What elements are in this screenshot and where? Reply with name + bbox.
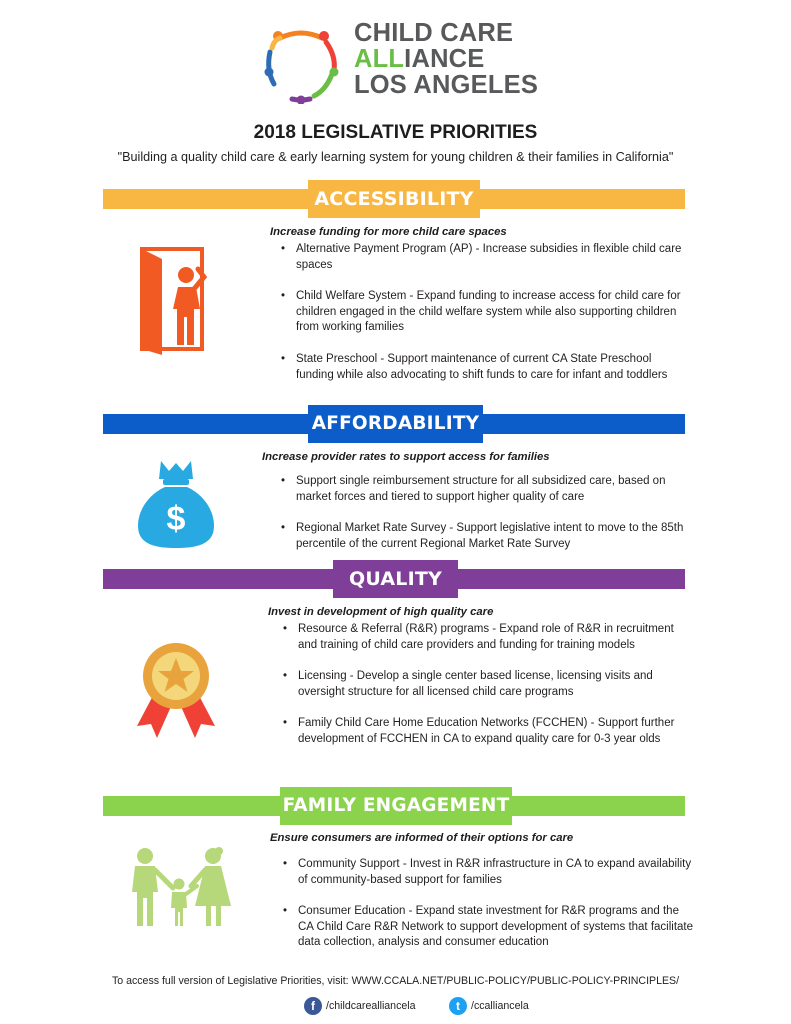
twitter-handle: /ccalliancela xyxy=(471,1000,529,1012)
family-engagement-subhead: Ensure consumers are informed of their options for care xyxy=(270,832,574,844)
list-item: • Support single reimbursement structure for all subsidized care, based on market forces and tiered to support higher quality of care xyxy=(281,474,691,505)
list-item: • Consumer Education - Expand state investment for R&R programs and the CA Child Care R&R Network to support development of systems that facilitate data collection, analysis and consumer education xyxy=(283,904,693,951)
tagline: "Building a quality child care & early learning system for young children & their families in California" xyxy=(117,150,674,164)
facebook-icon: f xyxy=(304,997,322,1015)
logo-line-3: LOS ANGELES xyxy=(354,71,539,99)
family-engagement-banner xyxy=(103,796,685,816)
facebook-handle: /childcarealliancela xyxy=(326,1000,416,1012)
quality-banner xyxy=(103,569,685,589)
circle-of-people-logo-icon xyxy=(260,22,342,104)
footer-text: To access full version of Legislative Priorities, visit: WWW.CCALA.NET/PUBLIC-POLICY/PUBLIC-POLICY-PRINCIPLES/ xyxy=(111,975,680,987)
logo-line-2-accent: ALL xyxy=(354,45,405,73)
accessibility-banner xyxy=(103,189,685,209)
accessibility-subhead: Increase funding for more child care spaces xyxy=(270,226,507,238)
logo-line-1: CHILD CARE xyxy=(354,19,514,47)
accessibility-list xyxy=(281,242,691,383)
accessibility-heading: ACCESSIBILITY xyxy=(308,180,480,218)
family-engagement-list xyxy=(283,857,693,951)
list-item: • Community Support - Invest in R&R infrastructure in CA to expand availability of community-based support for families xyxy=(283,857,693,888)
list-item: • Regional Market Rate Survey - Support legislative intent to move to the 85th percentile of the current Regional Market Rate Survey xyxy=(281,521,691,552)
list-item: • Family Child Care Home Education Networks (FCCHEN) - Support further development of FCCHEN in CA to expand quality care for 0-3 year olds xyxy=(283,716,693,747)
quality-list xyxy=(283,622,693,748)
affordability-list xyxy=(281,474,691,552)
twitter-link[interactable] xyxy=(449,996,529,1016)
award-ribbon-icon xyxy=(135,640,217,742)
logo-line-2-rest: IANCE xyxy=(404,45,485,73)
facebook-link[interactable] xyxy=(304,996,416,1016)
list-item: • Resource & Referral (R&R) programs - Expand role of R&R in recruitment and training of child care providers and funding for training models xyxy=(283,622,693,653)
affordability-heading: AFFORDABILITY xyxy=(308,405,483,443)
quality-subhead: Invest in development of high quality care xyxy=(268,606,494,618)
list-item: • Child Welfare System - Expand funding to increase access for child care for children engaged in the child welfare system while also supporting children from working families xyxy=(281,289,691,336)
logo-wordmark xyxy=(354,20,538,98)
affordability-banner xyxy=(103,414,685,434)
person-at-door-icon xyxy=(140,245,218,355)
family-engagement-heading: FAMILY ENGAGEMENT xyxy=(280,787,512,825)
logo-line-2 xyxy=(354,46,538,72)
list-item: • State Preschool - Support maintenance of current CA State Preschool funding while also advocating to shift funds to care for infant and toddlers xyxy=(281,352,691,383)
money-bag-icon xyxy=(133,457,219,549)
organization-logo xyxy=(260,18,550,108)
family-icon xyxy=(125,846,235,928)
affordability-subhead: Increase provider rates to support access for families xyxy=(262,451,550,463)
twitter-icon: t xyxy=(449,997,467,1015)
page-title: 2018 LEGISLATIVE PRIORITIES xyxy=(253,122,538,143)
list-item: • Alternative Payment Program (AP) - Increase subsidies in flexible child care spaces xyxy=(281,242,691,273)
list-item: • Licensing - Develop a single center based license, licensing visits and oversight structure for all licensed child care programs xyxy=(283,669,693,700)
quality-heading: QUALITY xyxy=(333,560,458,598)
svg-text:$: $ xyxy=(166,500,186,538)
